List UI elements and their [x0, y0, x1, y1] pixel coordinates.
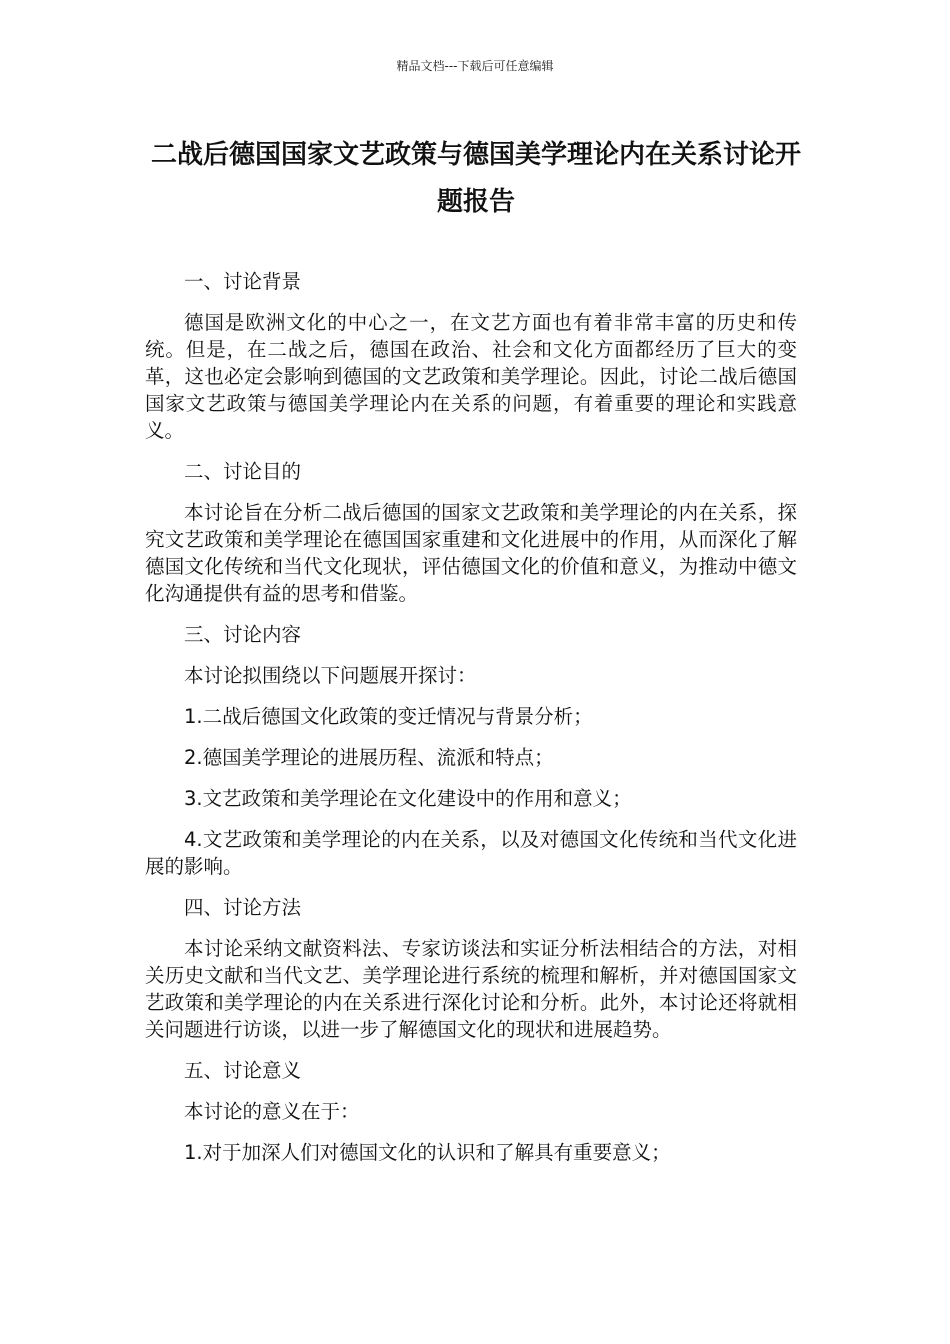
- list-item-content-3: 3.文艺政策和美学理论在文化建设中的作用和意义；: [184, 787, 632, 810]
- document-title: 二战后德国国家文艺政策与德国美学理论内在关系讨论开题报告: [150, 140, 801, 217]
- header-note: 精品文档---下载后可任意编辑: [396, 59, 554, 73]
- section-heading-significance: 五、讨论意义: [184, 1059, 302, 1082]
- paragraph-purpose: 本讨论旨在分析二战后德国的国家文艺政策和美学理论的内在关系，探究文艺政策和美学理论在德国国家重建和文化进展中的作用，从而深化了解德国文化传统和当代文化现状，评估德国文化的价值和意义，为推动中德文化沟通提供有益的思考和借鉴。: [145, 501, 797, 605]
- list-item-content-1: 1.二战后德国文化政策的变迁情况与背景分析；: [184, 705, 593, 728]
- list-item-content-4: 4.文艺政策和美学理论的内在关系，以及对德国文化传统和当代文化进展的影响。: [145, 828, 797, 878]
- section-heading-method: 四、讨论方法: [184, 896, 302, 919]
- section-heading-background: 一、讨论背景: [184, 270, 302, 293]
- section-heading-purpose: 二、讨论目的: [184, 460, 302, 483]
- paragraph-method: 本讨论采纳文献资料法、专家访谈法和实证分析法相结合的方法，对相关历史文献和当代文艺、美学理论进行系统的梳理和解析，并对德国国家文艺政策和美学理论的内在关系进行深化讨论和分析。此外，本讨论还将就相关问题进行访谈，以进一步了解德国文化的现状和进展趋势。: [145, 937, 797, 1041]
- section-heading-content: 三、讨论内容: [184, 623, 302, 646]
- paragraph-content-intro: 本讨论拟围绕以下问题展开探讨：: [184, 664, 477, 687]
- paragraph-background: 德国是欧洲文化的中心之一，在文艺方面也有着非常丰富的历史和传统。但是，在二战之后，德国在政治、社会和文化方面都经历了巨大的变革，这也必定会影响到德国的文艺政策和美学理论。因此，讨论二战后德国国家文艺政策与德国美学理论内在关系的问题，有着重要的理论和实践意义。: [145, 311, 797, 442]
- document-body: [145, 268, 797, 1180]
- list-item-content-2: 2.德国美学理论的进展历程、流派和特点；: [184, 746, 554, 769]
- paragraph-significance-intro: 本讨论的意义在于：: [184, 1100, 360, 1123]
- list-item-significance-1: 1.对于加深人们对德国文化的认识和了解具有重要意义；: [184, 1141, 671, 1164]
